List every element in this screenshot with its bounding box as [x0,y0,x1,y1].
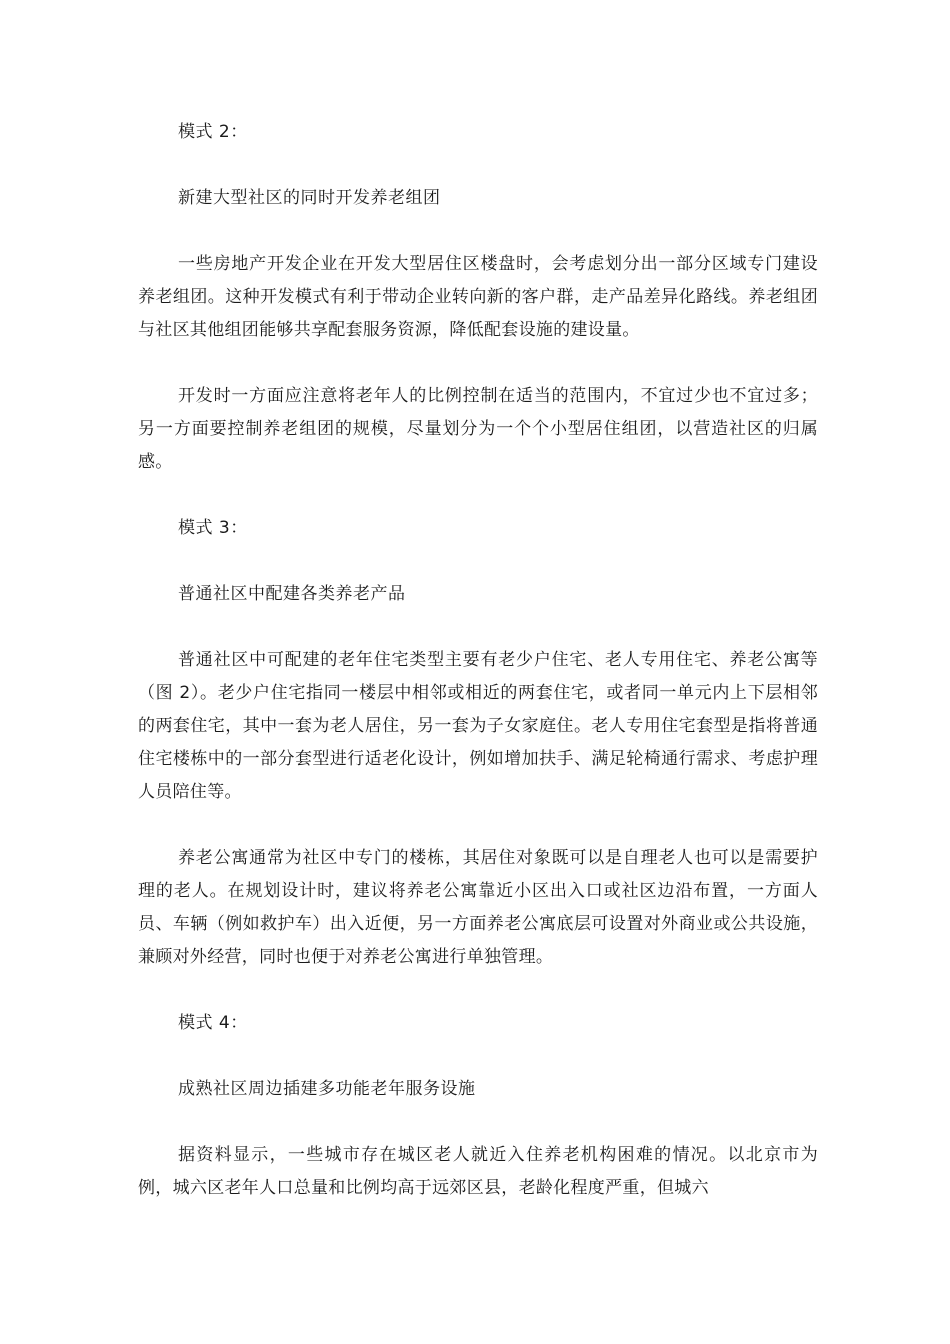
mode-3-paragraph-1: 普通社区中可配建的老年住宅类型主要有老少户住宅、老人专用住宅、养老公寓等（图 2）。老少户住宅指同一楼层中相邻或相近的两套住宅，或者同一单元内上下层相邻的两套住宅，其中一套为老人居住，另一套为子女家庭住。老人专用住宅套型是指将普通住宅楼栋中的一部分套型进行适老化设计，例如增加扶手、满足轮椅通行需求、考虑护理人员陪住等。 [138,650,818,802]
mode-2-paragraph-2: 开发时一方面应注意将老年人的比例控制在适当的范围内，不宜过少也不宜过多；另一方面要控制养老组团的规模，尽量划分为一个个小型居住组团，以营造社区的归属感。 [138,386,818,472]
mode-3-paragraph-2: 养老公寓通常为社区中专门的楼栋，其居住对象既可以是自理老人也可以是需要护理的老人。在规划设计时，建议将养老公寓靠近小区出入口或社区边沿布置，一方面人员、车辆（例如救护车）出入近便，另一方面养老公寓底层可设置对外商业或公共设施，兼顾对外经营，同时也便于对养老公寓进行单独管理。 [138,848,818,967]
document-page [138,116,818,1205]
mode-3-title: 普通社区中配建各类养老产品 [178,584,406,604]
mode-2-title: 新建大型社区的同时开发养老组团 [178,188,441,208]
mode-4-title: 成熟社区周边插建多功能老年服务设施 [178,1079,476,1099]
mode-4-paragraph-1: 据资料显示，一些城市存在城区老人就近入住养老机构困难的情况。以北京市为例，城六区老年人口总量和比例均高于远郊区县，老龄化程度严重，但城六 [138,1145,818,1198]
mode-4-label: 模式 4： [178,1013,248,1033]
mode-2-paragraph-1: 一些房地产开发企业在开发大型居住区楼盘时，会考虑划分出一部分区域专门建设养老组团。这种开发模式有利于带动企业转向新的客户群，走产品差异化路线。养老组团与社区其他组团能够共享配套服务资源，降低配套设施的建设量。 [138,254,818,340]
mode-3-label: 模式 3： [178,518,248,538]
mode-2-label: 模式 2： [178,122,248,142]
